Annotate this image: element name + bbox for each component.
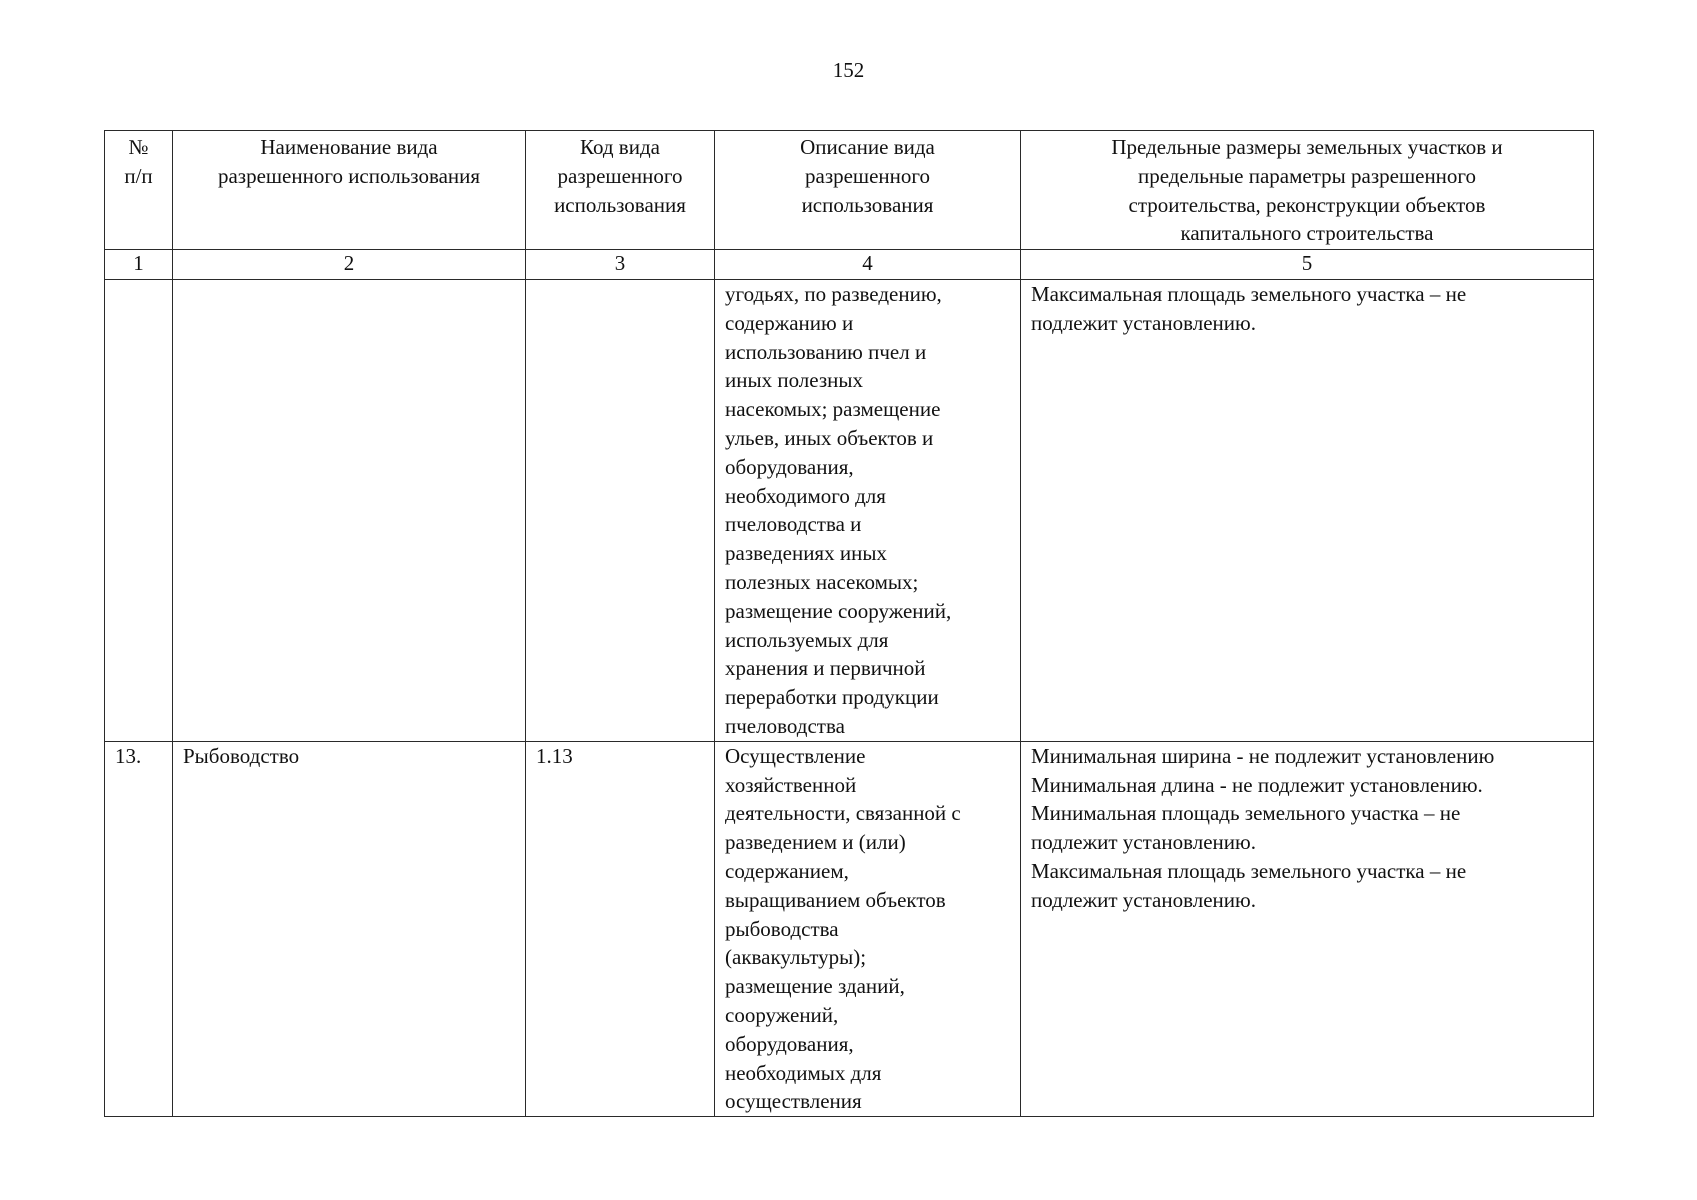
column-number: 3 [526, 250, 715, 280]
limit-parameters-cell: Максимальная площадь земельного участка – не подлежит установлению. [1021, 280, 1594, 742]
header-use-code: Код вида разрешенного использования [526, 131, 715, 250]
row-number-cell: 13. [105, 741, 173, 1116]
page-number: 152 [832, 58, 865, 82]
limit-parameters-cell: Минимальная ширина - не подлежит установлению Минимальная длина - не подлежит установлению. Минимальная площадь земельного участка – не подлежит установлению. Максимальная площадь земельного участка – не подлежит установлению. [1021, 741, 1594, 1116]
table-row-continued [105, 280, 1594, 742]
column-number: 1 [105, 250, 173, 280]
land-use-table [104, 130, 1594, 1117]
header-use-description: Описание вида разрешенного использования [715, 131, 1021, 250]
column-number: 5 [1021, 250, 1594, 280]
header-use-name: Наименование вида разрешенного использования [173, 131, 526, 250]
use-description-cell: Осуществление хозяйственной деятельности, связанной с разведением и (или) содержанием, выращиванием объектов рыбоводства (аквакультуры); размещение зданий, сооружений, оборудования, необходимых для осуществления [715, 741, 1021, 1116]
use-code-cell: 1.13 [526, 741, 715, 1116]
use-description-cell: угодьях, по разведению, содержанию и использованию пчел и иных полезных насекомых; размещение ульев, иных объектов и оборудования, необходимого для пчеловодства и разведениях иных полезных насекомых; размещение сооружений, используемых для хранения и первичной переработки продукции пчеловодства [715, 280, 1021, 742]
row-number-cell [105, 280, 173, 742]
table-header-row [105, 131, 1594, 250]
table-row-13 [105, 741, 1594, 1116]
header-limit-parameters: Предельные размеры земельных участков и предельные параметры разрешенного строительства, реконструкции объектов капитального строительства [1021, 131, 1594, 250]
use-name-cell [173, 280, 526, 742]
header-number: № п/п [105, 131, 173, 250]
use-code-cell [526, 280, 715, 742]
column-number: 2 [173, 250, 526, 280]
use-name-cell: Рыбоводство [173, 741, 526, 1116]
column-number-row [105, 250, 1594, 280]
column-number: 4 [715, 250, 1021, 280]
